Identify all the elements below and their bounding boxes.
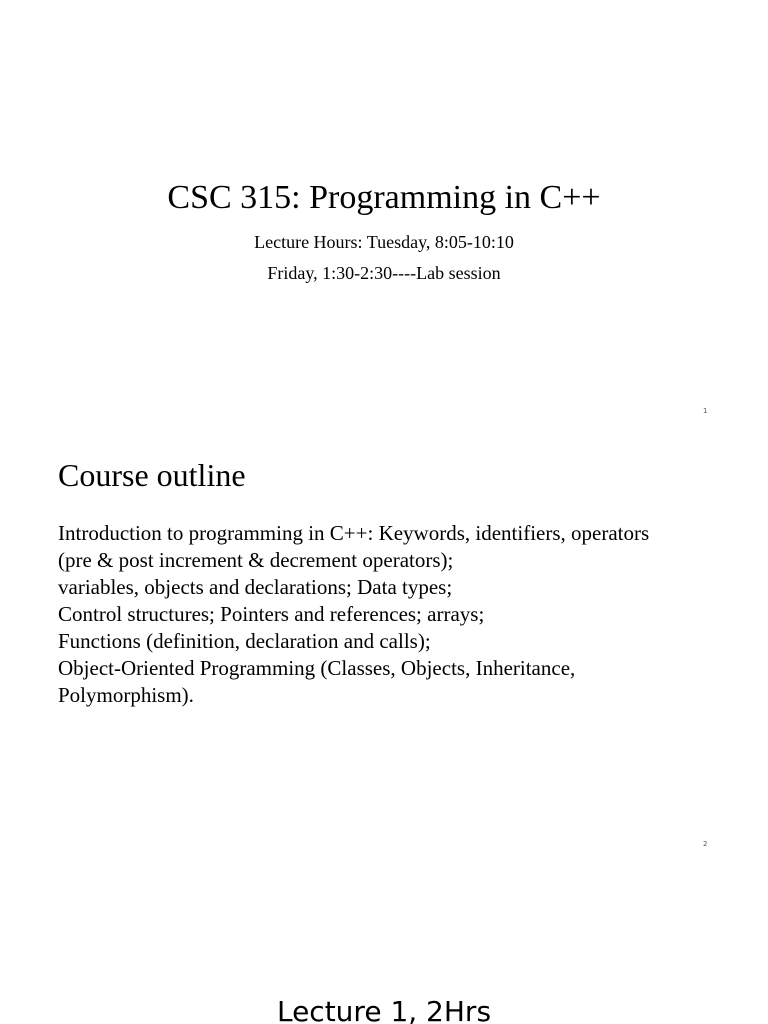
outline-line: variables, objects and declarations; Data types; [58,575,453,599]
lab-session-line: Friday, 1:30-2:30----Lab session [267,263,501,283]
outline-line: Functions (definition, declaration and calls); [58,629,431,653]
outline-line: Object-Oriented Programming (Classes, Objects, Inheritance, [58,656,576,680]
slide-title: Course outline [58,457,246,493]
outline-line: Control structures; Pointers and references; arrays; [58,602,485,626]
slide-page-number: 2 [703,840,708,848]
slide-2 [0,432,768,864]
course-outline-list [58,520,738,709]
lecture-hours-line: Lecture Hours: Tuesday, 8:05-10:10 [254,232,514,252]
slide-title: CSC 315: Programming in C++ [167,179,601,216]
slide-1 [0,0,768,432]
slide-3 [0,864,768,1024]
outline-line: Polymorphism). [58,683,194,707]
slide-page-number: 1 [703,407,708,415]
outline-line: (pre & post increment & decrement operators); [58,548,454,572]
slide-title: Lecture 1, 2Hrs [276,995,492,1024]
outline-line: Introduction to programming in C++: Keywords, identifiers, operators [58,521,650,545]
